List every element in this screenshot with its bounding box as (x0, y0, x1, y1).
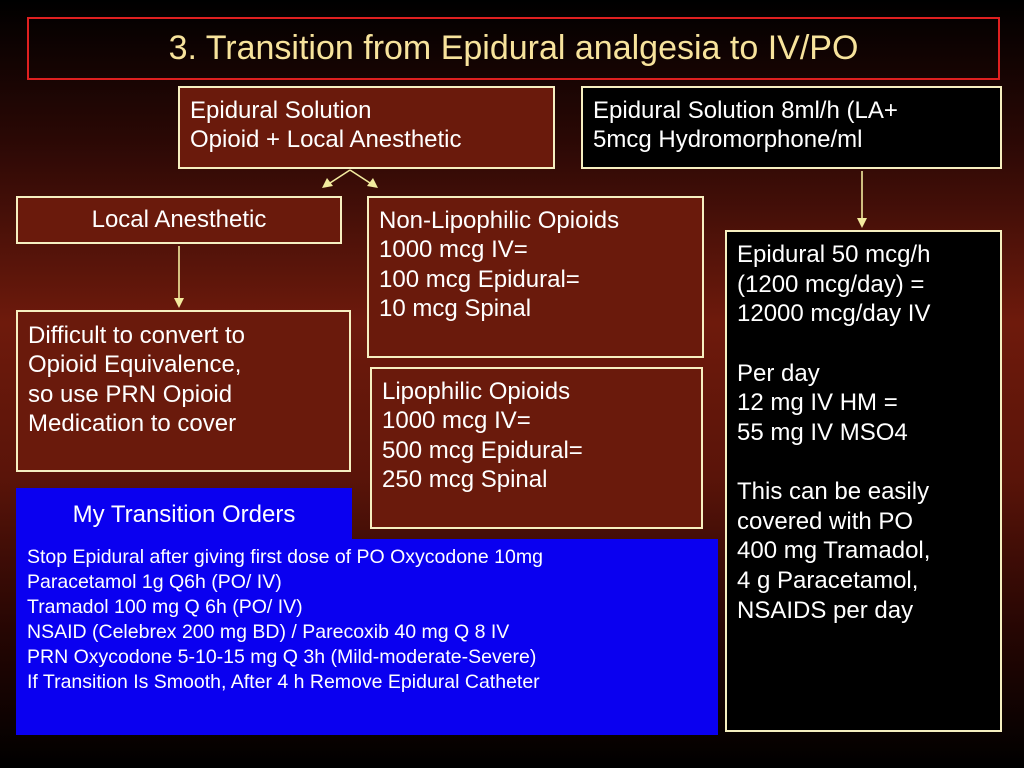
calculation-line: covered with PO (737, 507, 914, 535)
order-item: Tramadol 100 mg Q 6h (PO/ IV) (27, 596, 303, 619)
non-lipophilic-line: 100 mcg Epidural= (379, 265, 580, 293)
calculation-line: 4 g Paracetamol, (737, 566, 919, 594)
non-lipophilic-line: 10 mcg Spinal (379, 294, 532, 322)
epidural-rate-line: Epidural Solution 8ml/h (LA+ (593, 97, 898, 124)
calculation-line (737, 329, 990, 359)
calculation-line: 12 mg IV HM = (737, 389, 898, 417)
epidural-solution-line: Epidural Solution (190, 97, 372, 124)
arrowhead-down-left (174, 298, 184, 308)
difficult-to-convert-box (16, 310, 351, 472)
conversion-calculation-box (725, 230, 1002, 732)
order-item: PRN Oxycodone 5-10-15 mg Q 3h (Mild-moderate-Severe) (27, 646, 537, 669)
order-item: Stop Epidural after giving first dose of PO Oxycodone 10mg (27, 546, 543, 568)
order-item: NSAID (Celebrex 200 mg BD) / Parecoxib 40 mg Q 8 IV (27, 621, 510, 644)
non-lipophilic-line: 1000 mcg IV= (379, 236, 528, 264)
calculation-line: This can be easily (737, 478, 930, 505)
calculation-line: Per day (737, 359, 820, 387)
difficult-line: Medication to cover (28, 409, 237, 437)
arrowhead-down-right (857, 218, 867, 228)
calculation-line: (1200 mcg/day) = (737, 270, 925, 298)
lipophilic-opioids-box (370, 367, 703, 529)
arrowhead-left (322, 178, 333, 188)
lipophilic-line: 500 mcg Epidural= (382, 436, 583, 464)
calculation-line (737, 447, 990, 477)
difficult-line: Opioid Equivalence, (28, 351, 242, 379)
arrowhead-right (367, 178, 378, 188)
transition-orders-header: My Transition Orders (16, 488, 352, 540)
lipophilic-line: Lipophilic Opioids (382, 378, 571, 405)
arrow-to-local-anesthetic (330, 170, 350, 183)
epidural-rate-line: 5mcg Hydromorphone/ml (593, 126, 863, 154)
epidural-rate-box (581, 86, 1002, 169)
order-item: If Transition Is Smooth, After 4 h Remove Epidural Catheter (27, 671, 540, 694)
calculation-line: NSAIDS per day (737, 596, 914, 624)
epidural-solution-line: Opioid + Local Anesthetic (190, 126, 462, 154)
difficult-line: Difficult to convert to (28, 322, 245, 349)
difficult-line: so use PRN Opioid (28, 380, 233, 408)
calculation-line: 12000 mcg/day IV (737, 300, 931, 328)
non-lipophilic-opioids-box (367, 196, 704, 358)
calculation-line: Epidural 50 mcg/h (737, 241, 931, 268)
slide-title: 3. Transition from Epidural analgesia to IV/PO (27, 17, 1000, 80)
lipophilic-line: 250 mcg Spinal (382, 465, 548, 493)
transition-orders-list (16, 539, 718, 735)
epidural-solution-box (178, 86, 555, 169)
order-item: Paracetamol 1g Q6h (PO/ IV) (27, 571, 282, 594)
non-lipophilic-line: Non-Lipophilic Opioids (379, 207, 620, 234)
arrow-to-opioids (350, 170, 370, 183)
calculation-line: 55 mg IV MSO4 (737, 418, 908, 446)
local-anesthetic-box: Local Anesthetic (16, 196, 342, 244)
lipophilic-line: 1000 mcg IV= (382, 407, 531, 435)
calculation-line: 400 mg Tramadol, (737, 537, 931, 565)
